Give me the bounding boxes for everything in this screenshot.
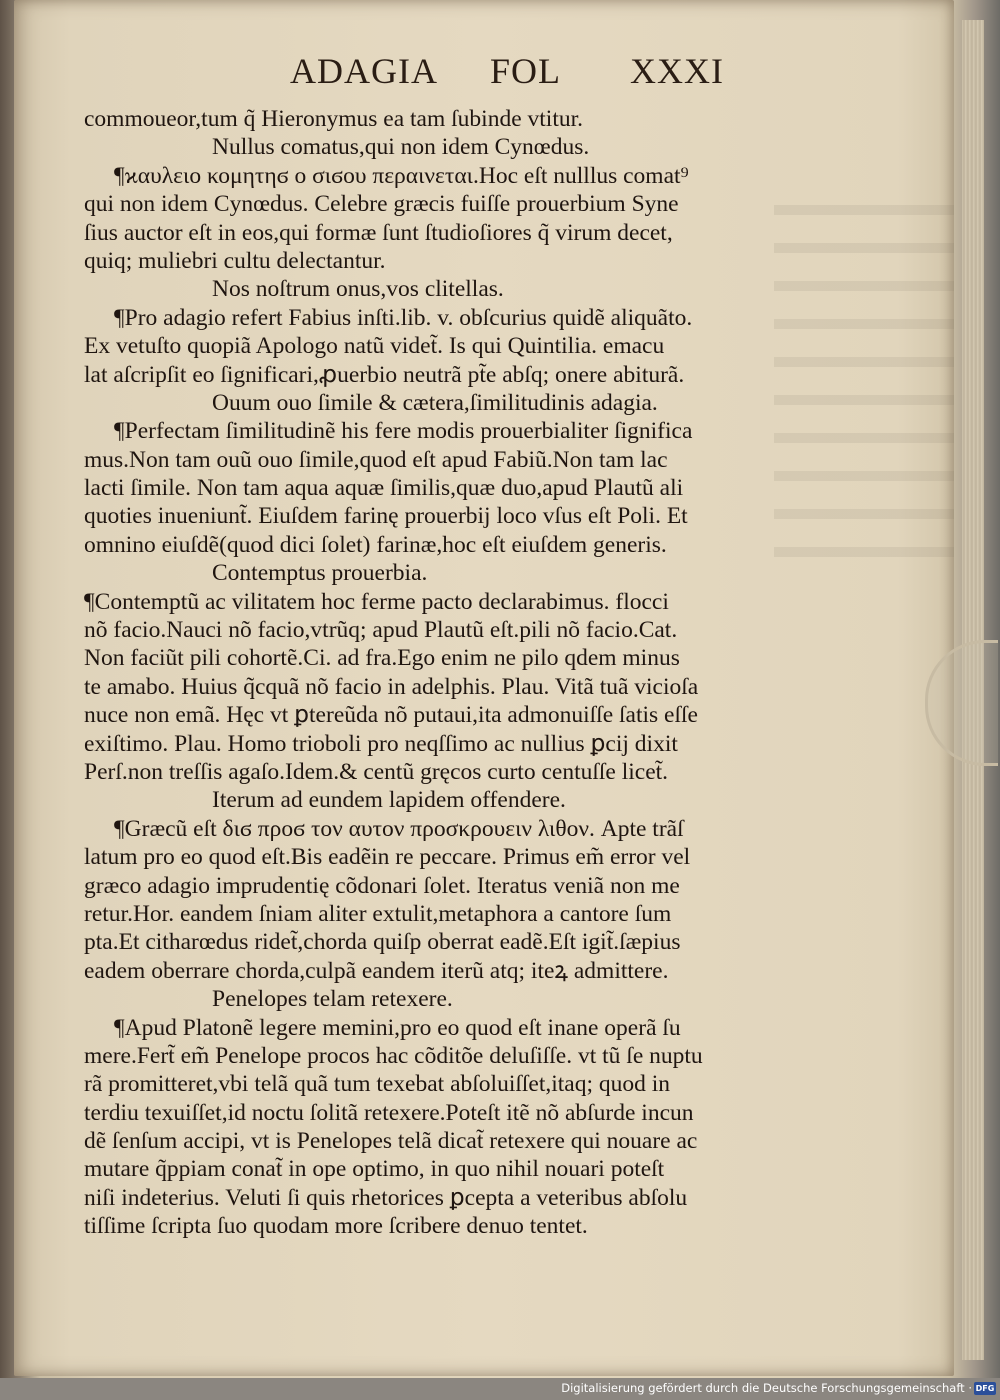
text-line: quiq; muliebri cultu delectantur. (84, 247, 386, 274)
text-line: ¶ϰαυλειο κομητηϭ ο σιϭου περαινεται.Hoc eſt nulllus comat⁹ (114, 162, 689, 189)
text-line: omnino eiuſdẽ(quod dici ſolet) farinæ,hoc eſt eiuſdem generis. (84, 531, 667, 558)
text-line: dẽ ſenſum accipi, vt is Penelopes telã dicat̃ retexere qui nouare ac (84, 1128, 698, 1155)
text-line: retur.Hor. eandem ſniam aliter extulit,metaphora a cantore ſum (84, 900, 672, 927)
text-line: græco adagio imprudentię cõdonari ſolet. Iteratus veniã non me (84, 872, 680, 899)
text-line: Perſ.non treſſis agaſo.Idem.& centũ gręcos curto centuſſe licet̃. (84, 758, 669, 785)
adage-heading: Nullus comatus,qui non idem Cynœdus. (212, 134, 590, 161)
text-line: exiſtimo. Plau. Homo trioboli pro neqſſimo ac nullius ꝑcij dixit (84, 730, 678, 757)
header-fol: FOL (490, 51, 562, 91)
text-line: ¶Perfectam ſimilitudinẽ his fere modis prouerbialiter ſignifica (114, 418, 693, 445)
text-line: tiſſime ſcripta ſuo quodam more ſcribere denuo tentet. (84, 1213, 588, 1240)
text-line: mus.Non tam ouũ ouo ſimile,quod eſt apud Fabiũ.Non tam lac (84, 446, 668, 473)
text-line: rã promitteret,vbi telã quã tum texebat abſoluiſſet,itaq; quod in (84, 1071, 671, 1098)
text-line: commoueor,tum q̃ Hieronymus ea tam ſubinde vtitur. (84, 106, 583, 132)
text-line: ¶Pro adagio refert Fabius inſti.lib. v. obſcurius quidẽ aliquãto. (114, 304, 693, 331)
text-line: Non faciũt pili cohortẽ.Ci. ad fra.Ego enim ne pilo qdem minus (84, 645, 680, 672)
text-line: ¶Græcũ eſt διϭ προϭ τον αυτον προσκρουειν λιθον. Apte trãſ (114, 815, 684, 842)
adage-heading: Nos noſtrum onus,vos clitellas. (212, 276, 504, 303)
text-line: niſi indeterius. Veluti ſi quis rhetorices ꝑcepta a veteribus abſolu (84, 1184, 688, 1211)
text-line: ¶Contemptũ ac vilitatem hoc ferme pacto declarabimus. flocci (84, 588, 669, 615)
dfg-logo-icon: DFG (975, 1384, 995, 1393)
text-line: quoties inueniunt̃. Eiuſdem farinę prouerbij loco vſus eſt Poli. Et (84, 503, 688, 530)
adage-heading: Iterum ad eundem lapidem offendere. (212, 787, 566, 814)
body-text (84, 105, 784, 1241)
funding-notice: Digitalisierung gefördert durch die Deutsche Forschungsgemeinschaft · (561, 1381, 972, 1395)
show-through-shadow (774, 205, 954, 565)
adage-heading: Ouum ouo ſimile & cætera,ſimilitudinis adagia. (212, 389, 658, 416)
text-line: Ex vetuſto quopiã Apologo natũ videt̃. Is qui Quintilia. emacu (84, 333, 665, 360)
running-header (290, 50, 750, 100)
text-line: mere.Fert̃ em̃ Penelope procos hac cõditõe deluſiſſe. vt tũ ſe nuptu (84, 1042, 703, 1069)
text-line: latum pro eo quod eſt.Bis eadẽin re peccare. Primus em̃ error vel (84, 844, 691, 871)
text-line: nuce non emã. Hęc vt ꝑtereũda nõ putaui,ita admonuiſſe ſatis eſſe (84, 702, 698, 729)
text-line: eadem oberrare chorda,culpã eandem iterũ atq; iteꝝ admittere. (84, 957, 669, 984)
text-line: mutare q̃ppiam conat̃ in ope optimo, in quo nihil nouari poteſt (84, 1156, 665, 1183)
footer-bar (0, 1378, 1000, 1400)
text-line: lacti ſimile. Non tam aqua aquæ ſimilis,quæ duo,apud Plautũ ali (84, 475, 684, 502)
text-line: ſius auctor eſt in eos,qui formæ ſunt ſtudioſiores q̃ virum decet, (84, 219, 673, 246)
text-line: nõ facio.Nauci nõ facio,vtrũq; apud Plautũ eſt.pili nõ facio.Cat. (84, 617, 678, 644)
text-line: te amabo. Huius q̃cquã nõ facio in adelphis. Plau. Vitã tuã vicioſa (84, 673, 699, 700)
adage-heading: Penelopes telam retexere. (212, 986, 453, 1013)
header-title: ADAGIA (290, 51, 438, 91)
folio-number: XXXI (630, 51, 724, 91)
text-line: pta.Et citharœdus ridet̃,chorda quiſp oberrat eadẽ.Eſt igit̃.ſæpius (84, 929, 681, 956)
text-line: lat aſcripſit eo ſignificari,ꝓuerbio neutrã pt̃e abſq; onere abiturã. (84, 361, 685, 388)
text-line: qui non idem Cynœdus. Celebre græcis fuiſſe prouerbium Syne (84, 191, 679, 218)
adage-heading: Contemptus prouerbia. (212, 560, 428, 587)
text-line: ¶Apud Platonẽ legere memini,pro eo quod eſt inane operã ſu (114, 1014, 681, 1041)
text-line: terdiu texuiſſet,id noctu ſolitã retexere.Poteſt itẽ nõ abſurde incun (84, 1099, 694, 1126)
